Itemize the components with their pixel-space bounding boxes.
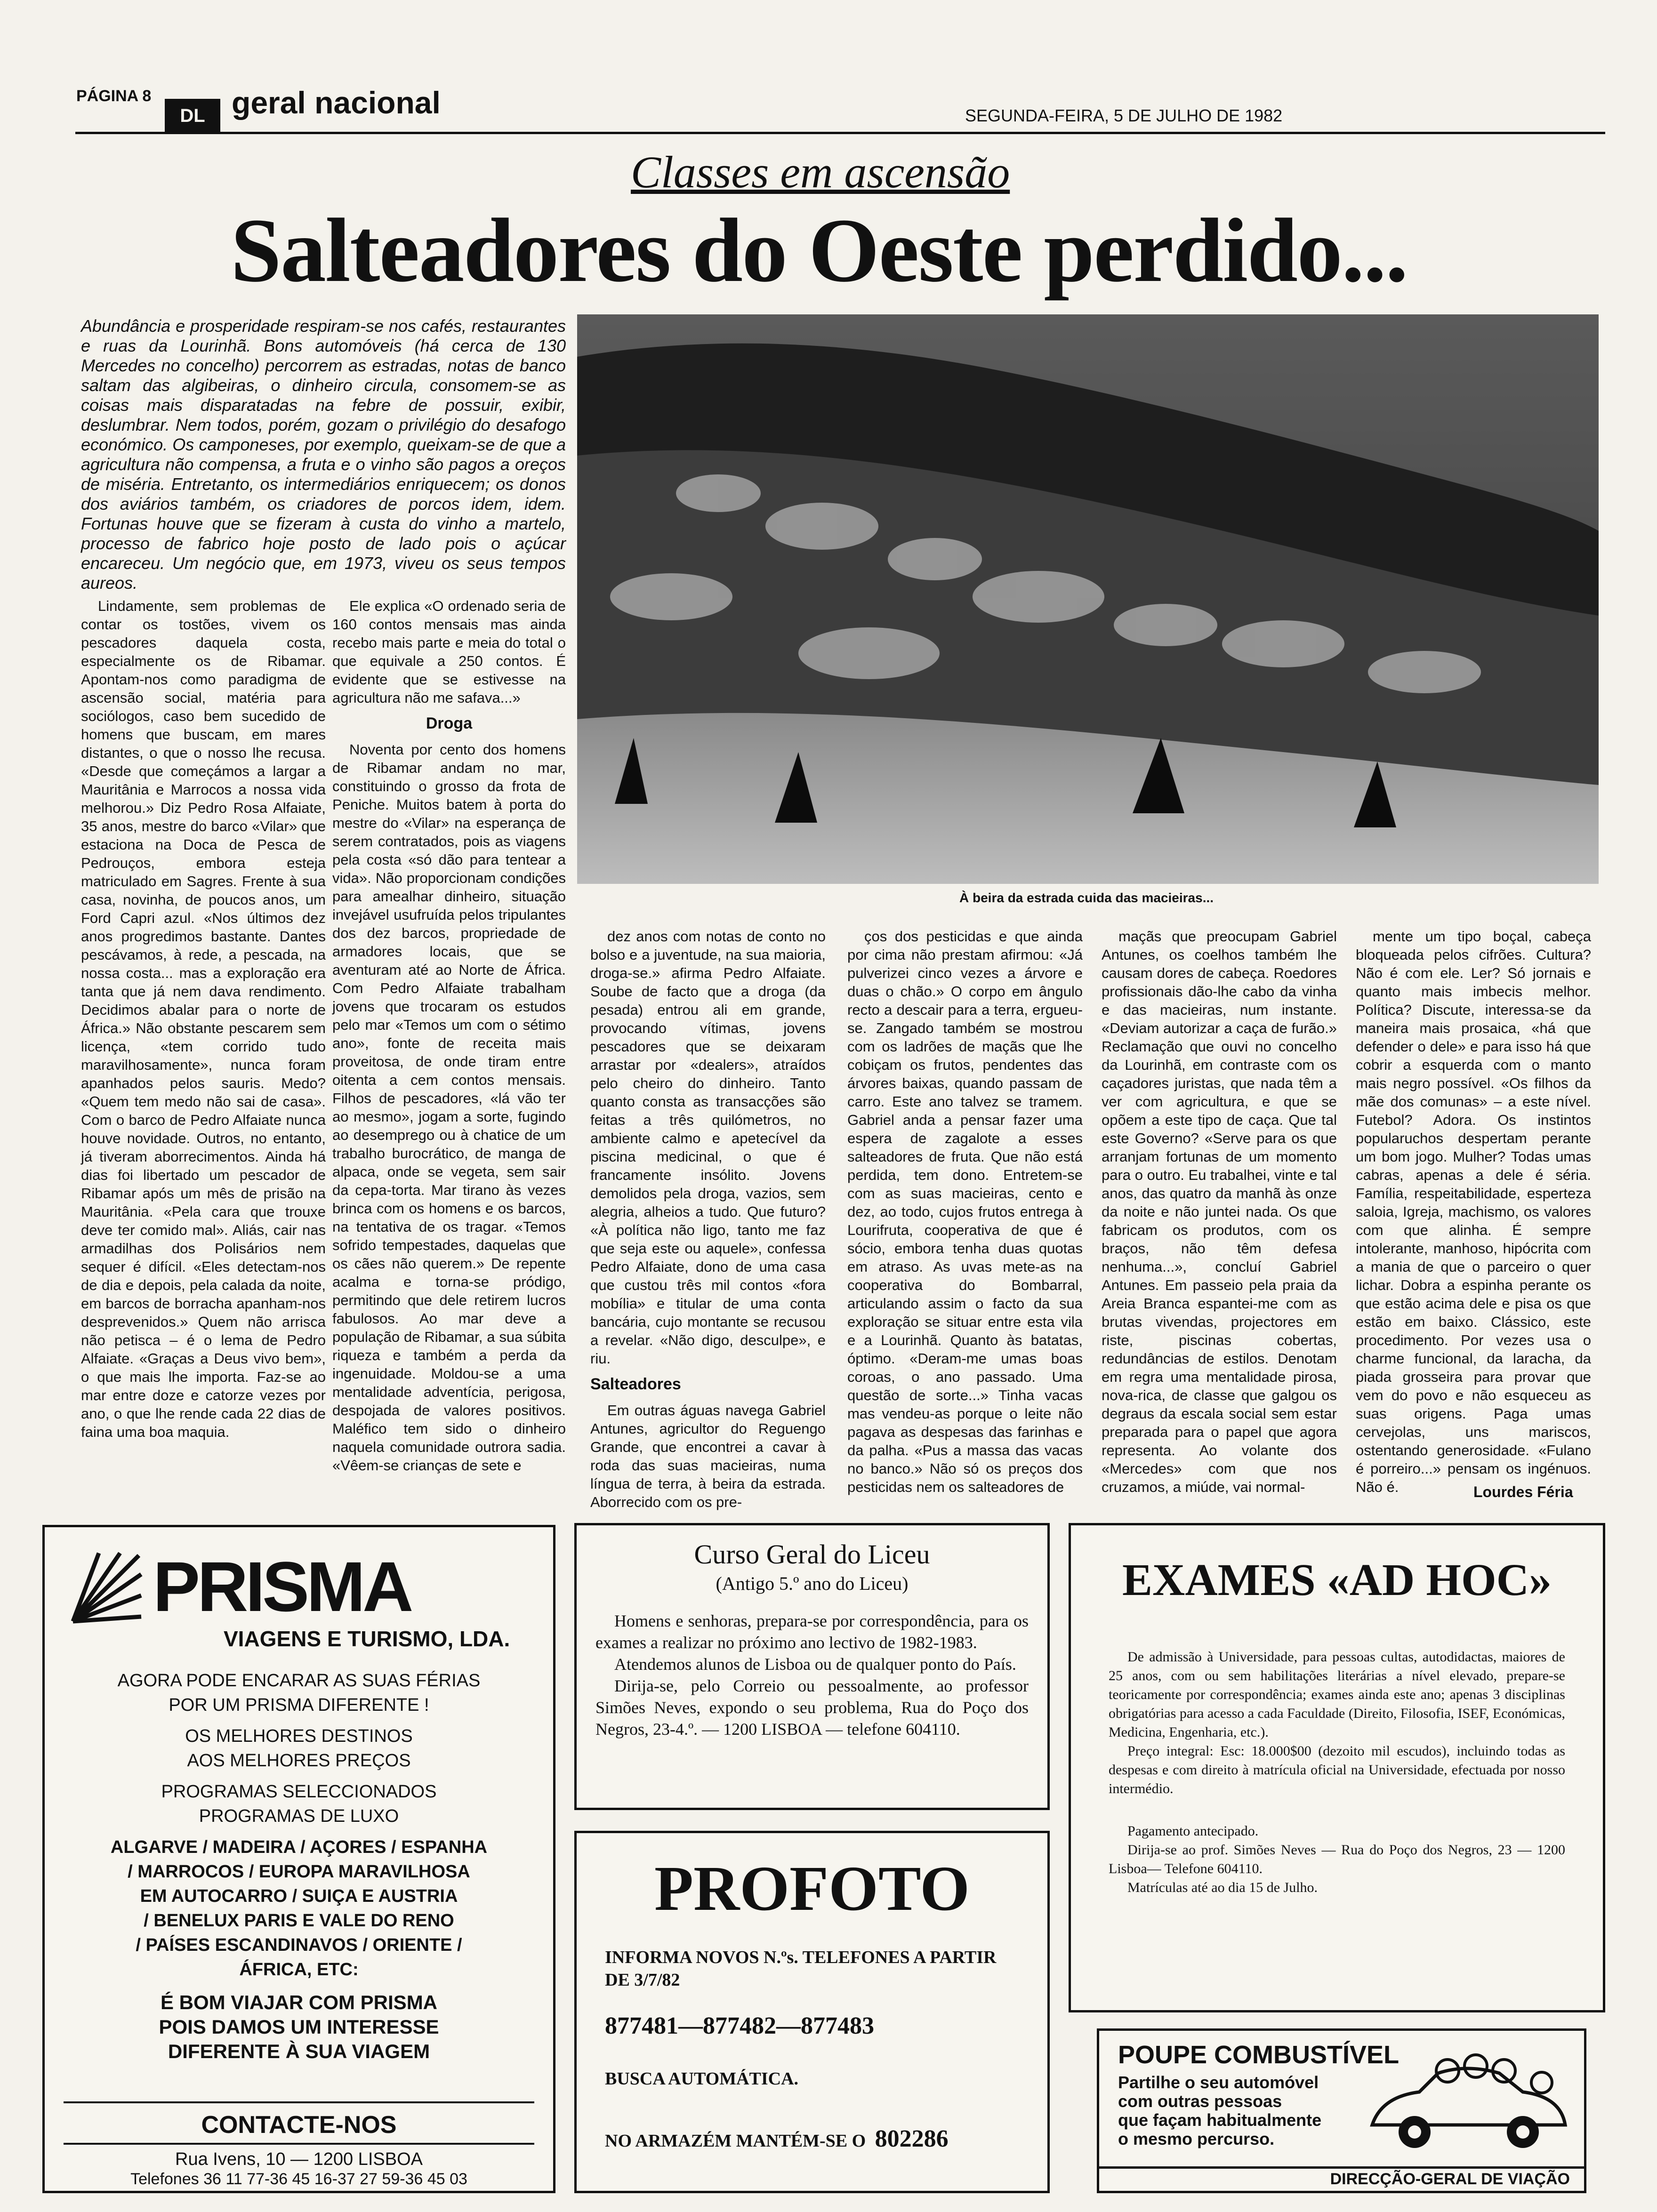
page-number: PÁGINA 8 xyxy=(76,87,152,105)
kicker: Classes em ascensão xyxy=(631,147,1010,197)
column-1-text: Lindamente, sem problemas de contar os tostões, vivem os pescadores daquela costa, especialmente os de Ribamar. Apontam-nos como paradigma de ascensão social, matéria para sociólogos, caso bem sucedido de homens que buscam, em mares distantes, o que o nosso lhe recusa. «Desde que começámos a largar a Mauritânia e Marrocos a nossa vida melhorou.» Diz Pedro Rosa Alfaiate, 35 anos, mestre do barco «Vilar» que estaciona na Doca de Pesca de Pedrouços, embora esteja matriculado em Sagres. Frente à sua casa, novinha, de poucos anos, um Ford Capri azul. «Nos últimos dez anos progredimos bastante. Dantes pescávamos, à rede, a pescada, na nossa costa... mas a exploração era tanta que já nem dava rendimento. Decidimos abalar para o norte de África.» Não obstante pescarem sem licença, «tem corrido tudo maravilhosamente», nunca foram apanhados pelos sauris. Medo? «Quem tem medo não sai de casa». Com o barco de Pedro Alfaiate nunca houve novidade. Outros, no entanto, já tiveram aborrecimentos. Ainda há dias foi libertado um pescador de Ribamar após um mês de prisão na Mauritânia. «Pela cara que trouxe deve ter comido mal». Aliás, cair nas armadilhas dos Polisários nem sequer é difícil. «Eles detectam-nos de dia e depois, pela calada da noite, em barcos de borracha apanham-nos desprevenidos.» Quem não arrisca não petisca – é o lema de Pedro Alfaiate. «Graças a Deus vivo bem», o que mais lhe importa. Faz-se ao mar entre doze e catorze vezes por ano, o que lhe rende cada 22 dias de faina uma boa maquia. xyxy=(81,598,326,1440)
ad-profoto xyxy=(574,1831,1050,2193)
liceu-body xyxy=(595,1610,1029,1740)
liceu-p1: Homens e senhoras, prepara-se por correspondência, para os exames a realizar no próximo ano lectivo de 1982-1983. xyxy=(595,1611,1029,1652)
prisma-dest-5: / PAÍSES ESCANDINAVOS / ORIENTE / xyxy=(136,1935,462,1955)
article-column-2 xyxy=(332,597,566,1475)
combustivel-line-1: Partilhe o seu automóvel xyxy=(1118,2073,1319,2092)
headline: Salteadores do Oeste perdido... xyxy=(231,200,1408,301)
column-4-text: ços dos pesticidas e que ainda por cima não prestam afirmou: «Já pulverizei cinco vezes a árvore e duas o chão.» O corpo em ângulo recto a descair para a terra, ergueu-se. Zangado também se mostrou com os ladrões de maçãs que lhe cobiçam os frutos, pendentes das árvores baixas, quando passam de carro. Este ano talvez se tramem. Gabriel anda a pensar fazer uma espera de zagalote a esses salteadores de fruta. Que não está perdida, tem dono. Entretem-se com as suas macieiras, cento e dez, ao todo, cujos frutos entrega à Lourifruta, cooperativa de que é sócio, embora tenha duas quotas em atraso. As uvas mete-as na cooperativa do Bombarral, articulando assim o facto da sua exploração se situar entre esta vila e a Lourinhã. Quanto às batatas, óptimo. «Deram-me umas boas coroas, o ano passado. Uma questão de sorte...» Tinha vacas mas vendeu-as porque o leite não pagava as despesas das farinhas e da palha. «Pus a massa das vacas no banco.» Não só os preços dos pesticidas nem os salteadores de xyxy=(847,928,1083,1495)
exames-p3: Pagamento antecipado. xyxy=(1127,1823,1259,1839)
profoto-line-2: BUSCA AUTOMÁTICA. xyxy=(605,2069,799,2089)
prisma-slogan-2: POIS DAMOS UM INTERESSE xyxy=(159,2016,439,2038)
exames-p4: Dirija-se ao prof. Simões Neves — Rua do Poço dos Negros, 23 — 1200 Lisboa— Telefone 604110. xyxy=(1109,1842,1565,1876)
article-column-6 xyxy=(1356,927,1591,1496)
dateline: SEGUNDA-FEIRA, 5 DE JULHO DE 1982 xyxy=(965,106,1283,125)
ad-prisma xyxy=(42,1525,555,2193)
exames-body xyxy=(1109,1648,1565,1897)
liceu-title: Curso Geral do Liceu xyxy=(694,1539,930,1570)
combustivel-copy xyxy=(1118,2073,1321,2148)
prisma-copy xyxy=(45,1668,553,2064)
section-name: geral nacional xyxy=(232,85,441,120)
prisma-subtitle: VIAGENS E TURISMO, LDA. xyxy=(224,1627,510,1651)
liceu-subtitle: (Antigo 5.º ano do Liceu) xyxy=(716,1573,909,1594)
sunburst-logo-icon xyxy=(64,1551,144,1631)
prisma-dest-1: ALGARVE / MADEIRA / AÇORES / ESPANHA xyxy=(110,1837,488,1857)
column-3-text-b: Em outras águas navega Gabriel Antunes, agricultor do Reguengo Grande, que encontrei a cavar à roda das suas macieiras, numa língua de terra, à beira da estrada. Aborrecido com os pre- xyxy=(590,1402,826,1510)
article-column-3 xyxy=(590,927,826,1511)
profoto-title: PROFOTO xyxy=(654,1853,970,1924)
column-2-text-a: Ele explica «O ordenado seria de 160 contos mensais mas ainda recebo mais parte e meia do total o que equivale a 250 contos. É evidente que se estivesse na agricultura não me safava...» xyxy=(332,598,566,706)
orchard-photo-illustration xyxy=(577,314,1599,884)
masthead-rule xyxy=(75,132,1605,134)
ad-exames-ad-hoc xyxy=(1069,1523,1605,2012)
combustivel-footer: DIRECÇÃO-GERAL DE VIAÇÃO xyxy=(1330,2170,1570,2188)
article-column-1 xyxy=(81,597,326,1441)
column-6-text: mente um tipo boçal, cabeça bloqueada pelos cifrões. Cultura? Não é com ele. Ler? Só jornais e quanto mais imbecis melhor. Política? Discute, interessa-se da maneira mais prosaica, «há que defender o dele» e para isso há que cobrir a esquerda com o manto mais negro possível. «Os filhos da mãe dos comunas» – a este nível. Futebol? Adora. Os instintos popularuchos despertam perante um bom jogo. Mulher? Todas umas cabras, apenas a dele é séria. Família, respeitabilidade, esperteza saloia, Igreja, machismo, os valores com que alinha. É sempre intolerante, manhoso, hipócrita com a mania de que o parceiro o quer lichar. Dobra a espinha perante os que estão acima dele e pisa os que estão em baixo. Clássico, este procedimento. Por vezes usa o charme funcional, da laracha, da piada grosseira para provar que vem do povo e não esqueceu as suas origens. Paga umas cervejolas, uns mariscos, ostentando generosidade. «Fulano é porreiro...» pensam os ingénuos. Não é. xyxy=(1356,928,1591,1495)
prisma-divider-2 xyxy=(64,2143,534,2145)
byline: Lourdes Féria xyxy=(1473,1483,1573,1500)
ad-curso-liceu xyxy=(574,1523,1050,1810)
combustivel-line-4: o mesmo percurso. xyxy=(1118,2129,1275,2148)
subhead-droga: Droga xyxy=(426,714,473,732)
column-5-text: maçãs que preocupam Gabriel Antunes, os coelhos também lhe causam dores de cabeça. Roedores profissionais dão-lhe cabo da vinha e das macieiras, num instante. «Deviam autorizar a caça de furão.» Reclamação que ouvi no concelho da Lourinhã, em contraste com os caçadores juristas, que nada têm a ver com agricultura, e que se opõem a este tipo de caça. Que tal este Governo? «Serve para os que arranjam fortunas de um momento para o outro. Eu trabalhei, vinte e tal anos, das quatro da manhã às onze da noite e não juntei nada. Os que fabricam os produtos, com os braços, não têm defesa nenhuma...», concluí Gabriel Antunes. Em passeio pela praia da Areia Branca espantei-me com as brutas vivendas, projectores em riste, piscinas cobertas, redundâncias de estilos. Denotam em regra uma mentalidade pirosa, nova-rica, de classe que galgou os degraus da escala social sem estar preparada para o papel que agora representa. Ao volante dos «Mercedes» com que nos cruzamos, a miúde, vai normal- xyxy=(1102,928,1337,1495)
liceu-p3: Dirija-se, pelo Correio ou pessoalmente, ao professor Simões Neves, expondo o seu problema, Rua do Poço dos Negros, 23-4.º. — 1200 LISBOA — telefone 604110. xyxy=(595,1676,1029,1739)
column-2-text-b: Noventa por cento dos homens de Ribamar andam no mar, constituindo o grosso da frota de Peniche. Muitos batem à porta do mestre do «Vilar» na esperança de serem contratados, pois as viagens pela costa «só dão para tentear a vida». Não proporcionam condições para amealhar dinheiro, situação invejável usufruída pelos tripulantes dos dez barcos, propriedade de armadores locais, que se aventuram até ao Norte de África. Com Pedro Alfaiate trabalham jovens que trocaram os estudos pelo mar «Temos um com o sétimo ano», fonte de receita mais proveitosa, de onde tiram entre oitenta a cem contos mensais. Filhos de pescadores, «lá vão ter ao mesmo», jogam a sorte, fugindo ao desemprego ou à chatice de um trabalho burocrático, de manga de alpaca, onde se vegeta, sem sair da cepa-torta. Mar tirano às vezes brinca com os homens e os barcos, na tentativa de os tragar. «Temos sofrido tempestades, daquelas que os cães não querem.» De repente acalma e torna-se pródigo, permitindo que dele retirem lucros fabulosos. Ao mar deve a população de Ribamar, a sua súbita riqueza e também a perda da ingenuidade. Moldou-se a uma mentalidade adventícia, perigosa, despojada de valores positivos. Maléfico tem sido o dinheiro naquela comunidade outrora sadia. «Vêem-se crianças de sete e xyxy=(332,741,566,1474)
section-logo: DL xyxy=(165,99,220,133)
lead-paragraph: Abundância e prosperidade respiram-se nos cafés, restaurantes e ruas da Lourinhã. Bons automóveis (há cerca de 130 Mercedes no concelho) percorrem as estradas, notas de banco saltam das algibeiras, o dinheiro circula, consomem-se as coisas mais disparatadas na febre de possuir, exibir, deslumbrar. Nem todos, porém, gozam o privilégio do desafogo económico. Os camponeses, por exemplo, queixam-se de que a agricultura não compensa, a fruta e o vinho são pagos a oreços de miséria. Entretanto, os intermediários enriquecem; os donos dos aviários também, os criadores de porcos idem, idem. Fortunas houve que se fizeram à custa do vinho a martelo, processo de fabrico hoje posto de lado pois o açúcar encareceu. Um negócio que, em 1973, viveu os seus tempos aureos. xyxy=(81,316,566,593)
prisma-dest-4: / BENELUX PARIS E VALE DO RENO xyxy=(144,1911,454,1931)
article-column-5 xyxy=(1102,927,1337,1496)
prisma-dest-3: EM AUTOCARRO / SUIÇA E AUSTRIA xyxy=(140,1886,458,1906)
combustivel-line-2: com outras pessoas xyxy=(1118,2092,1282,2111)
exames-p2: Preço integral: Esc: 18.000$00 (dezoito mil escudos), incluindo todas as despesas e com direito à matrícula oficial na Universidade, efectuada por nosso intermédio. xyxy=(1109,1743,1565,1796)
article-photo xyxy=(577,314,1599,884)
prisma-dest-2: / MARROCOS / EUROPA MARAVILHOSA xyxy=(128,1862,470,1882)
profoto-number: 802286 xyxy=(875,2125,949,2152)
liceu-p2: Atendemos alunos de Lisboa ou de qualquer ponto do País. xyxy=(614,1655,1016,1674)
column-3-text-a: dez anos com notas de conto no bolso e a juventude, na sua maioria, droga-se.» afirma Pedro Alfaiate. Soube de facto que a droga (da pesada) entrou ali em grande, provocando vítimas, jovens pescadores que se deixaram arrastar por «dealers», atraídos pelo cheiro do dinheiro. Tanto quanto consta as transacções são feitas a três quilómetros, no ambiente calmo e apetecível da piscina medicinal, o que é francamente insólito. Jovens demolidos pela droga, vazios, sem alegria, alheios a tudo. Que futuro? «À política não ligo, tanto me faz que seja este ou aquele», confessa Pedro Alfaiate, dono de uma casa que custou três mil contos «fora mobília» e titular de uma conta bancária, cujo montante se recusou a revelar. «Não digo, desculpe», e riu. xyxy=(590,928,826,1367)
prisma-line-5: PROGRAMAS SELECCIONADOS xyxy=(161,1782,437,1802)
combustivel-line-3: que façam habitualmente xyxy=(1118,2110,1322,2130)
photo-caption: À beira da estrada cuida das macieiras... xyxy=(959,890,1214,905)
combustivel-title: POUPE COMBUSTÍVEL xyxy=(1118,2041,1400,2069)
subhead-salteadores: Salteadores xyxy=(590,1375,681,1393)
prisma-address: Rua Ivens, 10 — 1200 LISBOA xyxy=(175,2149,423,2169)
article-column-4 xyxy=(847,927,1083,1496)
exames-title: EXAMES «AD HOC» xyxy=(1122,1555,1552,1605)
prisma-divider xyxy=(64,2101,534,2103)
ad-poupe-combustivel xyxy=(1097,2028,1586,2193)
prisma-line-6: PROGRAMAS DE LUXO xyxy=(199,1806,399,1826)
carpool-car-cartoon-icon xyxy=(1363,2045,1575,2158)
prisma-dest-6: ÁFRICA, ETC: xyxy=(239,1960,359,1980)
prisma-phones: Telefones 36 11 77-36 45 16-37 27 59-36 45 03 xyxy=(130,2170,467,2188)
prisma-line-4: AOS MELHORES PREÇOS xyxy=(187,1751,411,1771)
profoto-line-3-text: NO ARMAZÉM MANTÉM-SE O xyxy=(605,2131,866,2151)
profoto-line-3 xyxy=(605,2125,949,2153)
exames-p5: Matrículas até ao dia 15 de Julho. xyxy=(1127,1880,1318,1895)
prisma-contact: CONTACTE-NOS xyxy=(201,2111,397,2139)
prisma-slogan-3: DIFERENTE À SUA VIAGEM xyxy=(168,2040,430,2062)
prisma-line-1: AGORA PODE ENCARAR AS SUAS FÉRIAS xyxy=(117,1671,481,1691)
prisma-line-2: POR UM PRISMA DIFERENTE ! xyxy=(169,1695,429,1715)
prisma-slogan-1: É BOM VIAJAR COM PRISMA xyxy=(160,1991,438,2013)
exames-p1: De admissão à Universidade, para pessoas cultas, autodidactas, maiores de 25 anos, com ou sem habilitações literárias a nível elevado, prepare-se teoricamente por correspondência; exames ainda este ano; apenas 3 disciplinas obrigatórias para acesso a cada Faculdade (Direito, Filosofia, ISEF, Económicas, Medicina, Engenharia, etc.). xyxy=(1109,1649,1565,1740)
combustivel-divider xyxy=(1099,2166,1584,2169)
profoto-line-1: INFORMA NOVOS N.ºs. TELEFONES A PARTIR DE 3/7/82 xyxy=(605,1948,997,1990)
prisma-brand: PRISMA xyxy=(153,1547,411,1626)
prisma-line-3: OS MELHORES DESTINOS xyxy=(185,1726,413,1746)
profoto-phones: 877481—877482—877483 xyxy=(605,2012,874,2039)
